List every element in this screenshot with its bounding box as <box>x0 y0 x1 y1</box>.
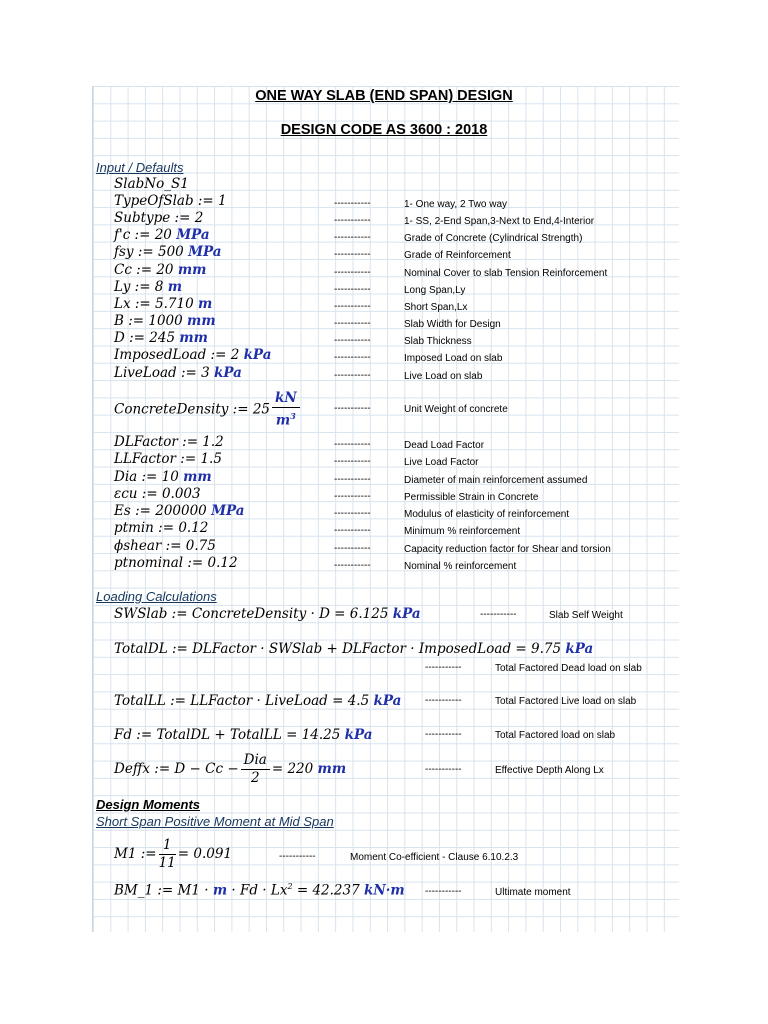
section-design-moments: Design Moments <box>96 797 201 812</box>
totaldl-equation: TotalDL := DLFactor · SWSlab + DLFactor · ImposedLoad = 9.75 kPa <box>114 641 594 657</box>
input-equation: Lx := 5.710 m <box>114 296 213 312</box>
input-equation: fsy := 500 MPa <box>114 244 222 260</box>
m1-equation: M1 := $\frac{1}{11}$ = 0.091 <box>114 837 233 871</box>
dash-separator: ----------- <box>334 456 371 467</box>
input-equation: Subtype := 2 <box>114 210 204 226</box>
concrete-density-equation: ConcreteDensity := 25 $\frac{kN}{m^3}$ <box>114 390 302 430</box>
factor-description: Dead Load Factor <box>404 440 485 451</box>
page-subtitle: DESIGN CODE AS 3600 : 2018 <box>280 122 488 138</box>
input-equation: Ly := 8 m <box>114 279 182 295</box>
dash-separator: ----------- <box>334 249 371 260</box>
input-description: Imposed Load on slab <box>404 353 503 364</box>
input-equation: SlabNo_S1 <box>114 176 189 192</box>
bm1-description: Ultimate moment <box>495 887 571 898</box>
page-title: ONE WAY SLAB (END SPAN) DESIGN <box>255 88 513 104</box>
dash-separator: ----------- <box>334 335 371 346</box>
factor-description: Diameter of main reinforcement assumed <box>404 475 588 486</box>
input-description: Grade of Concrete (Cylindrical Strength) <box>404 233 583 244</box>
fd-description: Total Factored load on slab <box>495 730 616 741</box>
totalll-description: Total Factored Live load on slab <box>495 696 637 707</box>
factor-equation: LLFactor := 1.5 <box>114 451 222 467</box>
factor-description: Minimum % reinforcement <box>404 526 521 537</box>
factor-description: Modulus of elasticity of reinforcement <box>404 509 570 520</box>
factor-equation: ptnominal := 0.12 <box>114 555 238 571</box>
input-description: Slab Width for Design <box>404 319 501 330</box>
input-description: Long Span,Ly <box>404 285 466 296</box>
factor-description: Nominal % reinforcement <box>404 561 517 572</box>
factor-equation: Dia := 10 mm <box>114 469 212 485</box>
section-loading-calculations: Loading Calculations <box>96 589 217 604</box>
dash-separator: ----------- <box>334 543 371 554</box>
input-equation: LiveLoad := 3 kPa <box>114 365 242 381</box>
input-description: 1- SS, 2-End Span,3-Next to End,4-Interior <box>404 216 595 227</box>
input-description: Slab Thickness <box>404 336 472 347</box>
dash-separator: ----------- <box>425 764 462 775</box>
dash-separator: ----------- <box>334 215 371 226</box>
dash-separator: ----------- <box>334 352 371 363</box>
dash-separator: ----------- <box>480 609 517 620</box>
dash-separator: ----------- <box>334 318 371 329</box>
factor-equation: ptmin := 0.12 <box>114 520 209 536</box>
factor-description: Permissible Strain in Concrete <box>404 492 539 503</box>
factor-equation: ϕshear := 0.75 <box>114 538 216 554</box>
input-equation: TypeOfSlab := 1 <box>114 193 227 209</box>
dash-separator: ----------- <box>334 301 371 312</box>
section-input-defaults: Input / Defaults <box>96 160 184 175</box>
input-description: Short Span,Lx <box>404 302 468 313</box>
dash-separator: ----------- <box>334 525 371 536</box>
section-short-span: Short Span Positive Moment at Mid Span <box>96 814 334 829</box>
input-equation: D := 245 mm <box>114 330 208 346</box>
input-description: Nominal Cover to slab Tension Reinforcement <box>404 268 608 279</box>
dash-separator: ----------- <box>334 370 371 381</box>
dash-separator: ----------- <box>334 198 371 209</box>
dash-separator: ----------- <box>279 851 316 862</box>
input-equation: f'c := 20 MPa <box>114 227 210 243</box>
bm1-equation: BM_1 := $M1 \cdot m \cdot Fd \cdot Lx^2 = 42.237$ kN·m <box>114 882 405 899</box>
dash-separator: ----------- <box>425 662 462 673</box>
input-equation: B := 1000 mm <box>114 313 216 329</box>
factor-equation: εcu := 0.003 <box>114 486 201 502</box>
input-equation: ImposedLoad := 2 kPa <box>114 347 272 363</box>
factor-equation: Es := 200000 MPa <box>114 503 245 519</box>
dash-separator: ----------- <box>334 403 371 414</box>
dash-separator: ----------- <box>334 491 371 502</box>
deffx-description: Effective Depth Along Lx <box>495 765 604 776</box>
dash-separator: ----------- <box>425 729 462 740</box>
input-description: 1- One way, 2 Two way <box>404 199 508 210</box>
fd-equation: Fd := TotalDL + TotalLL = 14.25 kPa <box>114 727 373 743</box>
dash-separator: ----------- <box>334 284 371 295</box>
input-description: Live Load on slab <box>404 371 483 382</box>
dash-separator: ----------- <box>425 886 462 897</box>
m1-description: Moment Co-efficient - Clause 6.10.2.3 <box>350 852 519 863</box>
factor-description: Live Load Factor <box>404 457 479 468</box>
totaldl-description: Total Factored Dead load on slab <box>495 663 642 674</box>
swslab-description: Slab Self Weight <box>549 610 623 621</box>
dash-separator: ----------- <box>334 474 371 485</box>
concrete-density-description: Unit Weight of concrete <box>404 404 508 415</box>
dash-separator: ----------- <box>334 508 371 519</box>
totalll-equation: TotalLL := LLFactor · LiveLoad = 4.5 kPa <box>114 693 402 709</box>
deffx-equation: Deffx := D − Cc − $\frac{\text{Dia}}{2}$ = 220 mm <box>114 752 347 786</box>
dash-separator: ----------- <box>334 232 371 243</box>
factor-equation: DLFactor := 1.2 <box>114 434 224 450</box>
dash-separator: ----------- <box>334 560 371 571</box>
dash-separator: ----------- <box>334 439 371 450</box>
dash-separator: ----------- <box>334 267 371 278</box>
dash-separator: ----------- <box>425 695 462 706</box>
input-equation: Cc := 20 mm <box>114 262 207 278</box>
factor-description: Capacity reduction factor for Shear and torsion <box>404 544 611 555</box>
swslab-equation: SWSlab := ConcreteDensity · D = 6.125 kPa <box>114 606 421 622</box>
input-description: Grade of Reinforcement <box>404 250 511 261</box>
